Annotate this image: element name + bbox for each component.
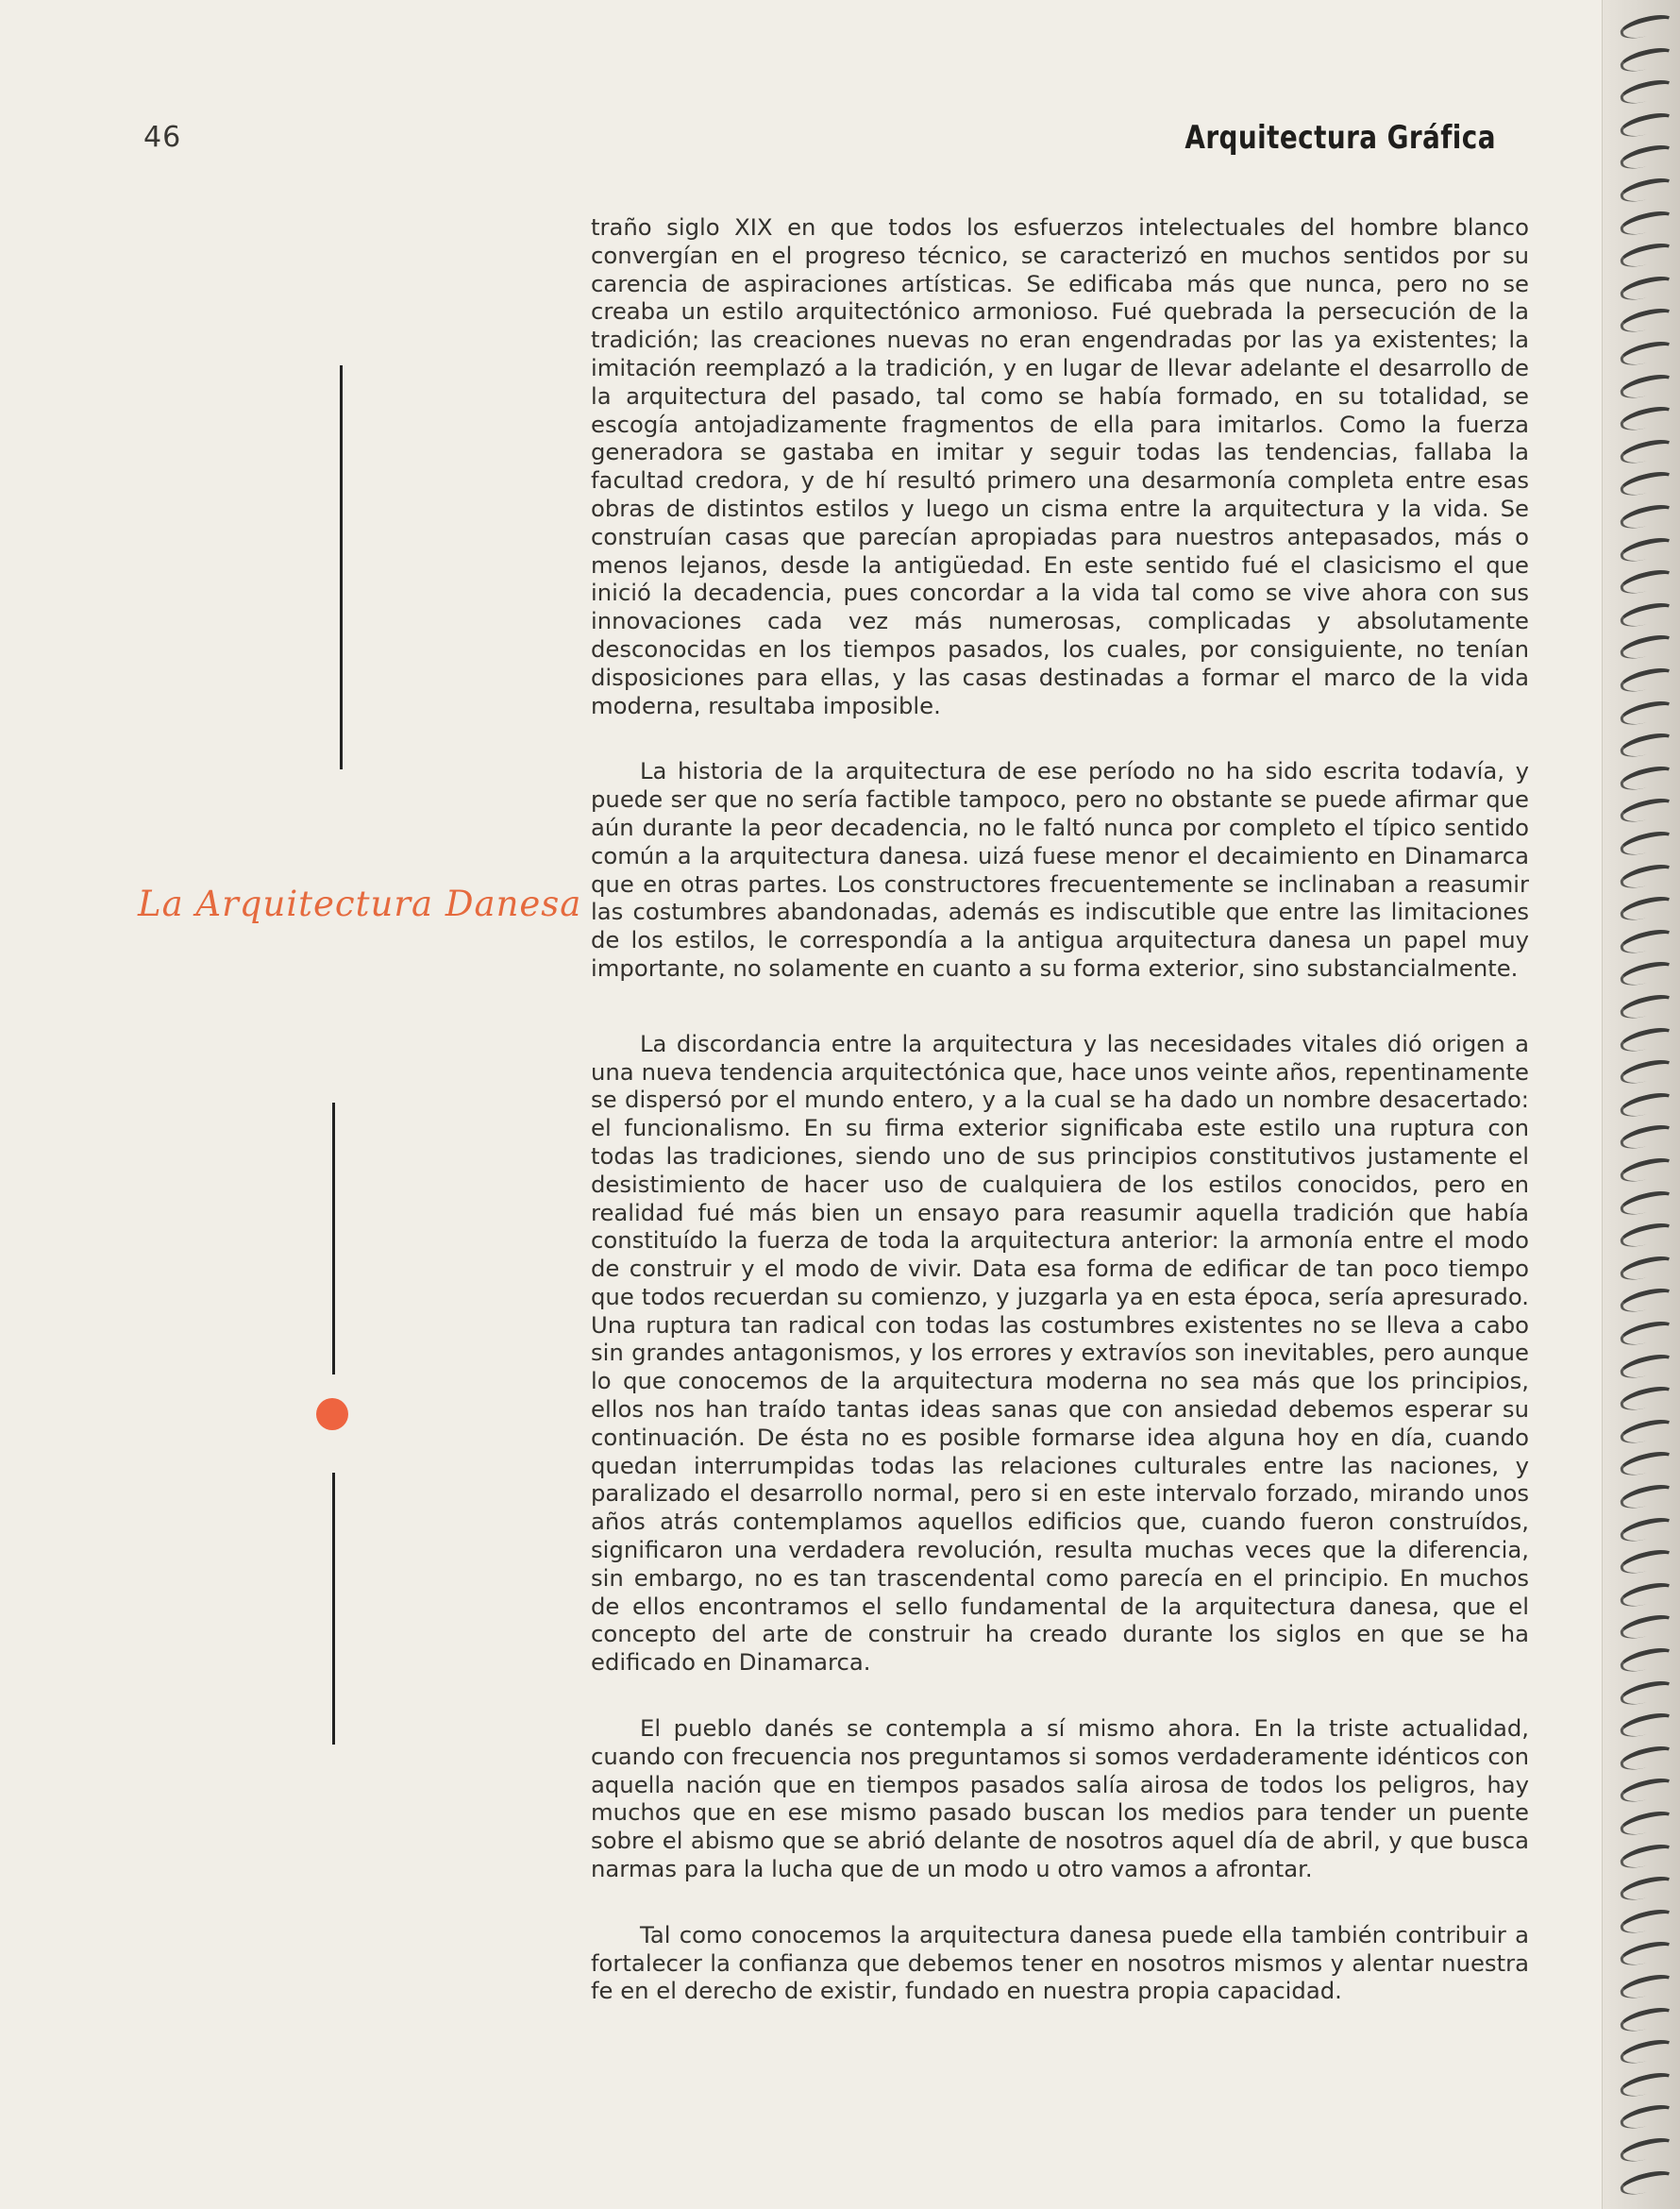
binding-coil — [1618, 860, 1675, 891]
paragraph: Tal como conocemos la arquitectura danesa puede ella también contribuir a fortalecer la confianza que debemos tener en nosotros mismos y alentar nuestra fe en el derecho de existir, fundado en nuestra propia capacidad. — [591, 1920, 1529, 2005]
binding-coil — [1618, 370, 1675, 401]
binding-coil — [1618, 1088, 1675, 1120]
binding-coil — [1618, 1709, 1675, 1740]
binding-coil — [1618, 1775, 1675, 1806]
binding-coil — [1618, 632, 1675, 663]
binding-coil — [1618, 1448, 1675, 1479]
article-body — [591, 213, 1529, 2005]
binding-coil — [1618, 1644, 1675, 1675]
binding-coil — [1618, 43, 1675, 75]
decorative-vertical-rule — [332, 1103, 335, 1374]
binding-coil — [1618, 2035, 1675, 2066]
binding-coil — [1618, 1055, 1675, 1087]
decorative-orange-dot — [316, 1398, 348, 1430]
binding-coil — [1618, 468, 1675, 499]
binding-coil — [1618, 565, 1675, 597]
binding-coil — [1618, 1611, 1675, 1643]
binding-coil — [1618, 533, 1675, 565]
running-header-title: Arquitectura Gráfica — [1184, 119, 1496, 157]
binding-coil — [1618, 1317, 1675, 1348]
binding-coil — [1618, 1285, 1675, 1316]
binding-coil — [1618, 142, 1675, 173]
binding-coil — [1618, 1578, 1675, 1610]
binding-coil — [1618, 697, 1675, 728]
binding-coil — [1618, 599, 1675, 630]
binding-coil — [1618, 2167, 1675, 2198]
binding-coil — [1618, 1938, 1675, 1969]
binding-coil — [1618, 1415, 1675, 1446]
binding-coil — [1618, 958, 1675, 989]
binding-coil — [1618, 1872, 1675, 1903]
binding-coil — [1618, 1252, 1675, 1283]
binding-coil — [1618, 1480, 1675, 1511]
binding-coil — [1618, 2003, 1675, 2034]
binding-coil — [1618, 1807, 1675, 1838]
binding-coil — [1618, 1350, 1675, 1381]
binding-coil — [1618, 1219, 1675, 1250]
binding-coil — [1618, 435, 1675, 466]
binding-coil — [1618, 2101, 1675, 2133]
binding-coil — [1618, 795, 1675, 826]
binding-coil — [1618, 2133, 1675, 2165]
binding-coil — [1618, 729, 1675, 760]
binding-coil — [1618, 1187, 1675, 1218]
binding-coil — [1618, 109, 1675, 140]
binding-coil — [1618, 664, 1675, 695]
binding-coil — [1618, 272, 1675, 303]
binding-coil — [1618, 1154, 1675, 1185]
page-number: 46 — [143, 121, 182, 154]
decorative-vertical-rule — [340, 365, 343, 769]
binding-coil — [1618, 337, 1675, 368]
binding-coil — [1618, 402, 1675, 433]
decorative-vertical-rule — [332, 1473, 335, 1745]
binding-coil — [1618, 10, 1675, 42]
binding-coil — [1618, 762, 1675, 793]
binding-coil — [1618, 1545, 1675, 1577]
paragraph: La discordancia entre la arquitectura y las necesidades vitales dió origen a una nueva tendencia arquitectónica que, hace unos veinte años, repentinamente se dispersó por el mundo entero, y a la cual se ha dado un nombre desacertado: el funcionalismo. En su firma exterior significaba este estilo una ruptura con todas las tradiciones, siendo uno de sus principios constitutivos justamente el desistimiento de hacer uso de cualquiera de los estilos conocidos, pero en realidad fué más bien un ensayo para reasumir aquella tradición que había constituído la fuerza de toda la arquitectura anterior: la armonía entre el modo de construir y el modo de vivir. Data esa forma de edificar de tan poco tiempo que todos recuerdan su comienzo, y juzgarla ya en esta época, sería apresurado. Una ruptura tan radical con todas las costumbres existentes no se lleva a cabo sin grandes antagonismos, y los errores y extravíos son inevitables, pero aunque lo que conocemos de la arquitectura moderna no sea más que los principios, ellos nos han traído tantas ideas sanas que con ansiedad debemos esperar su continuación. De ésta no es posible formarse idea alguna hoy en día, cuando quedan interrumpidas todas las relaciones culturales entre las naciones, y paralizado el desarrollo normal, pero si en este intervalo forzado, mirando unos años atrás contemplamos aquellos edificios que, cuando fueron construídos, significaron una verdadera revolución, resulta muchas veces que la diferencia, sin embargo, no es tan trascendental como parecía en el principio. En muchos de ellos encontramos el sello fundamental de la arquitectura danesa, que el concepto del arte de construir ha creado durante los siglos en que se ha edificado en Dinamarca. — [591, 1029, 1529, 1677]
paragraph: El pueblo danés se contempla a sí mismo ahora. En la triste actualidad, cuando con frecuencia nos preguntamos si somos verdaderamente idénticos con aquella nación que en tiempos pasados salía airosa de todos los peligros, hay muchos que en ese mismo pasado buscan los medios para tender un puente sobre el abismo que se abrió delante de nosotros aquel día de abril, y que busca narmas para la lucha que de un modo u otro vamos a afrontar. — [591, 1714, 1529, 1883]
binding-coil — [1618, 990, 1675, 1021]
binding-coil — [1618, 76, 1675, 107]
binding-coil — [1618, 925, 1675, 956]
binding-coil — [1618, 239, 1675, 270]
binding-coil — [1618, 2068, 1675, 2099]
section-side-title: La Arquitectura Danesa — [138, 884, 582, 924]
binding-coil — [1618, 892, 1675, 923]
paragraph: La historia de la arquitectura de ese período no ha sido escrita todavía, y puede ser que no sería factible tampoco, pero no obstante se puede afirmar que aún durante la peor decadencia, no le faltó nunca por completo el típico sentido común a la arquitectura danesa. uizá fuese menor el decaimiento en Dinamarca que en otras partes. Los constructores frecuentemente se inclinaban a reasumir las costumbres abandonadas, además es indiscutible que entre las limitaciones de los estilos, le correspondía a la antigua arquitectura danesa un papel muy importante, no solamente en cuanto a su forma exterior, sino substancialmente. — [591, 757, 1529, 982]
binding-coil — [1618, 827, 1675, 858]
binding-coil — [1618, 500, 1675, 531]
binding-coil — [1618, 1970, 1675, 2001]
binding-coil — [1618, 174, 1675, 205]
binding-coil — [1618, 207, 1675, 238]
binding-coil — [1618, 1742, 1675, 1773]
binding-coil — [1618, 1513, 1675, 1544]
binding-coil — [1618, 1121, 1675, 1153]
binding-coil — [1618, 1840, 1675, 1871]
binding-coil — [1618, 1382, 1675, 1413]
binding-coil — [1618, 1905, 1675, 1936]
spiral-binding — [1602, 0, 1680, 2209]
binding-coil — [1618, 1677, 1675, 1708]
paragraph: traño siglo XIX en que todos los esfuerzos intelectuales del hombre blanco convergían en el progreso técnico, se caracterizó en muchos sentidos por su carencia de aspiraciones artísticas. Se edificaba más que nunca, pero no se creaba un estilo arquitectónico armonioso. Fué quebrada la persecución de la tradición; las creaciones nuevas no eran engendradas por las ya existentes; la imitación reemplazó a la tradición, y en lugar de llevar adelante el desarrollo de la arquitectura del pasado, tal como se había formado, en su totalidad, se escogía antojadizamente fragmentos de ella para imitarlos. Como la fuerza generadora se gastaba en imitar y seguir todas las tendencias, fallaba la facultad credora, y de hí resultó primero una desarmonía completa entre esas obras de distintos estilos y luego un cisma entre la arquitectura y la vida. Se construían casas que parecían apropiadas para nuestros antepasados, más o menos lejanos, desde la antigüedad. En este sentido fué el clasicismo el que inició la decadencia, pues concordar a la vida tal como se vive ahora con sus innovaciones cada vez más numerosas, complicadas y absolutamente desconocidas en los tiempos pasados, los cuales, por consiguiente, no tenían disposiciones para ellas, y las casas destinadas a formar el marco de la vida moderna, resultaba imposible. — [591, 213, 1529, 719]
binding-coil — [1618, 1023, 1675, 1054]
binding-coil — [1618, 305, 1675, 336]
